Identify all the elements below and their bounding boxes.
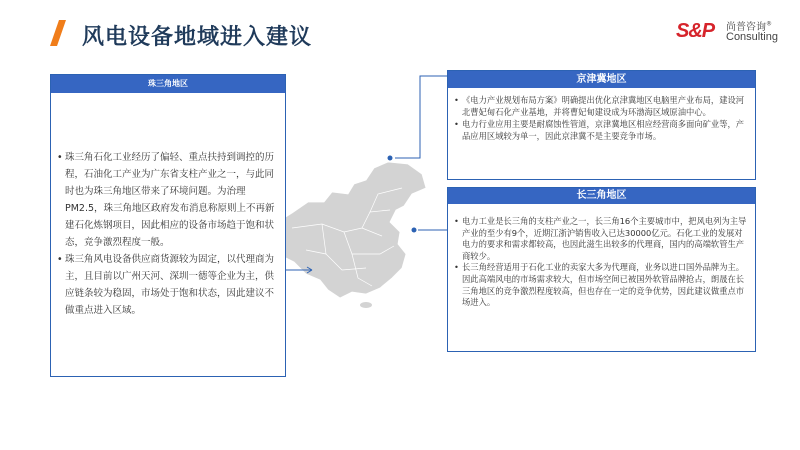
page-title: 风电设备地域进入建议 bbox=[82, 25, 313, 50]
bullet-list-jjj bbox=[448, 88, 755, 142]
bullet-item: • 珠三角石化工业经历了偏轻、重点扶持到调控的历程，石油化工产业为广东省支柱产业之一，与此同时也为珠三角地区带来了环境问题。为治理PM2.5，珠三角地区政府发布消息称原则上不再新建石化炼钢项目，因此相应的设备市场趋于饱和状态，竞争激烈程度一般。 bbox=[65, 149, 277, 251]
bullet-item: • 电力行业应用主要是耐腐蚀性管道，京津冀地区相应经营商多面向矿业等，产品应用区域较为单一，因此京津冀不是主要竞争市场。 bbox=[462, 118, 747, 142]
logo-mark: S&P bbox=[676, 20, 715, 42]
logo-chinese-name: 尚普咨询® bbox=[726, 20, 772, 33]
bullet-item: • 长三角经营适用于石化工业的卖家大多为代理商，业务以进口国外品牌为主。因此高端风电的市场需求较大，但市场空间已被国外软管品牌抢占，朗晟在长三角地区的竞争激烈程度较高，但也存在一定的竞争优势，因此建议做重点市场进入。 bbox=[462, 262, 747, 308]
panel-title-yrd: 长三角地区 bbox=[448, 188, 755, 204]
title-accent-icon bbox=[50, 20, 66, 46]
bullet-list-yrd bbox=[448, 204, 755, 309]
bullet-item: • 电力工业是长三角的支柱产业之一，长三角16个主要城市中，把风电列为主导产业的至少有9个，近期江浙沪销售收入已达30000亿元。石化工业的发展对电力的要求和需求都较高，也因此滋生出较多的代理商，国内的高端软管生产商较少。 bbox=[462, 216, 747, 262]
region-panel-jjj bbox=[447, 70, 756, 180]
china-map-image bbox=[262, 158, 442, 308]
logo-english-name: Consulting bbox=[726, 31, 778, 43]
bullet-item: • 《电力产业规划布局方案》明确提出优化京津冀地区电脑里产业布局，建设河北曹妃甸石化产业基地，并将曹妃甸建设成为环渤海区域原油中心。 bbox=[462, 94, 747, 118]
bullet-list-prd bbox=[51, 93, 285, 319]
bullet-item: • 珠三角风电设备供应商货源较为固定，以代理商为主，且目前以广州天河、深圳一德等企业为主，供应链条较为稳固，市场处于饱和状态，因此建议不做重点进入区域。 bbox=[65, 251, 277, 319]
panel-title-prd: 珠三角地区 bbox=[51, 75, 285, 93]
region-panel-yrd bbox=[447, 187, 756, 352]
brand-logo bbox=[676, 18, 786, 48]
panel-title-jjj: 京津冀地区 bbox=[448, 71, 755, 88]
region-panel-prd bbox=[50, 74, 286, 377]
